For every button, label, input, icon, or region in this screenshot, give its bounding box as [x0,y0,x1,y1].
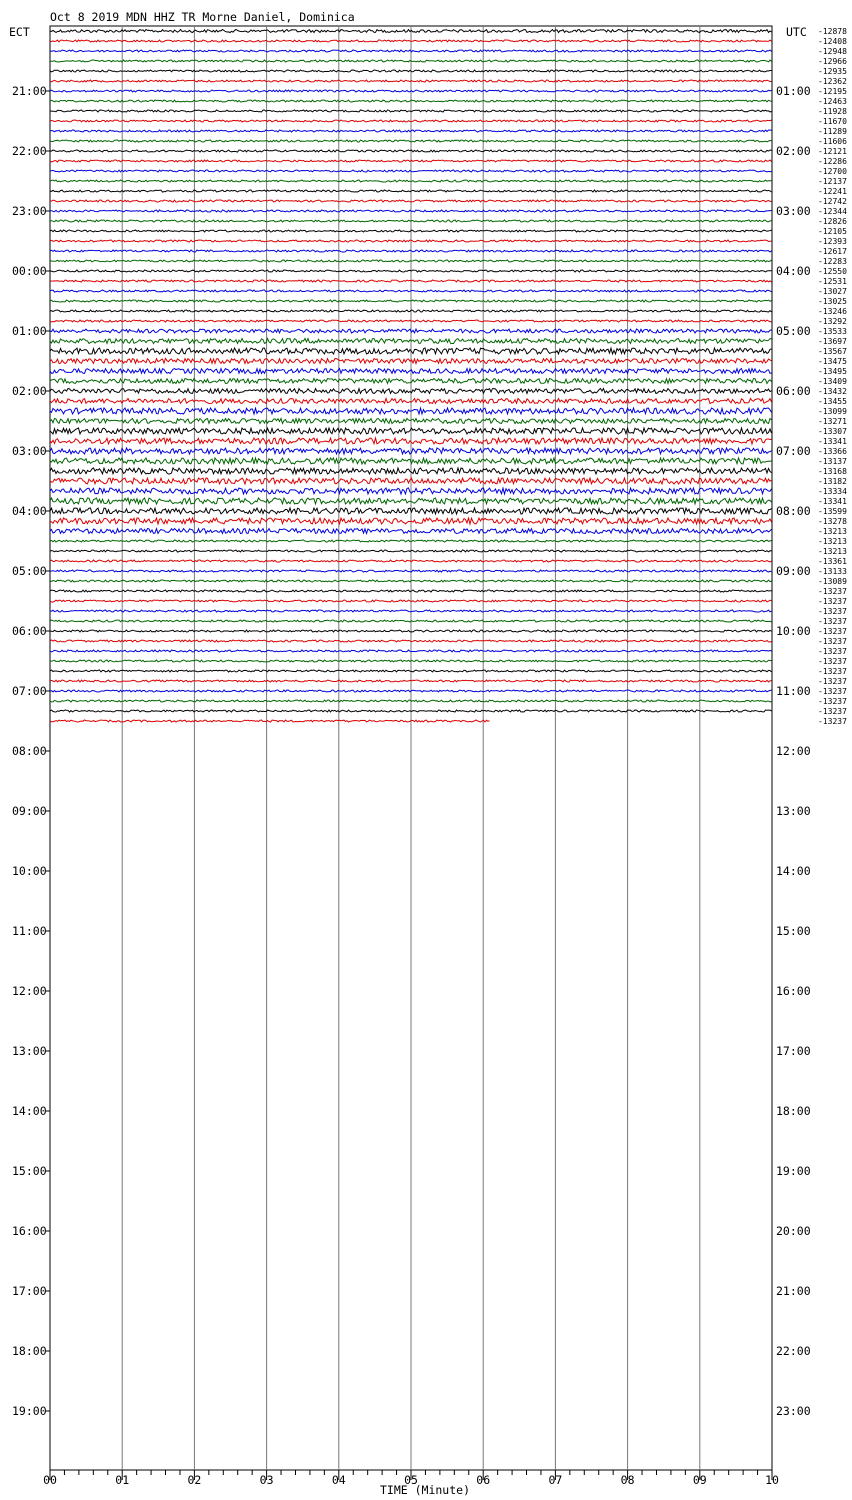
trace-offset-label: -13213 [818,547,847,556]
utc-hour-label: 23:00 [776,1404,811,1418]
trace-offset-label: -12531 [818,277,847,286]
trace-offset-label: -12362 [818,77,847,86]
ect-hour-label: 10:00 [12,864,47,878]
trace-offset-label: -13237 [818,717,847,726]
utc-hour-label: 02:00 [776,144,811,158]
trace-offset-label: -13237 [818,687,847,696]
x-tick-label: 07 [548,1473,563,1487]
utc-hour-label: 20:00 [776,1224,811,1238]
trace-offset-label: -13237 [818,627,847,636]
trace-offset-label: -11928 [818,107,847,116]
trace-offset-label: -12826 [818,217,847,226]
trace-offset-label: -13237 [818,617,847,626]
trace-offset-label: -11670 [818,117,847,126]
trace-offset-label: -12742 [818,197,847,206]
trace-offset-label: -13292 [818,317,847,326]
trace-offset-label: -13213 [818,527,847,536]
x-axis-label: TIME (Minute) [379,1483,471,1497]
x-tick-label: 01 [115,1473,130,1487]
trace-offset-label: -12344 [818,207,847,216]
ect-hour-label: 11:00 [12,924,47,938]
x-tick-label: 09 [692,1473,707,1487]
trace-offset-label: -13237 [818,587,847,596]
ect-hour-label: 16:00 [12,1224,47,1238]
utc-hour-label: 17:00 [776,1044,811,1058]
ect-hour-label: 05:00 [12,564,47,578]
trace-offset-label: -12550 [818,267,847,276]
trace-offset-label: -13237 [818,667,847,676]
trace-offset-label: -12121 [818,147,847,156]
utc-hour-label: 08:00 [776,504,811,518]
ect-hour-label: 03:00 [12,444,47,458]
ect-hour-label: 12:00 [12,984,47,998]
x-tick-label: 05 [404,1473,418,1487]
trace-offset-label: -13341 [818,437,847,446]
x-tick-label: 03 [259,1473,274,1487]
trace-offset-label: -13361 [818,557,847,566]
chart-title: Oct 8 2019 MDN HHZ TR Morne Daniel, Dominica [50,10,355,24]
trace-offset-label: -13341 [818,497,847,506]
trace-offset-label: -13697 [818,337,847,346]
ect-hour-label: 23:00 [12,204,47,218]
trace-offset-label: -13599 [818,507,847,516]
ect-hour-label: 06:00 [12,624,47,638]
utc-hour-label: 11:00 [776,684,811,698]
trace-offset-label: -13237 [818,677,847,686]
trace-offset-label: -12948 [818,47,847,56]
ect-hour-label: 00:00 [12,264,47,278]
trace-offset-label: -12463 [818,97,847,106]
trace-offset-label: -12286 [818,157,847,166]
trace-offset-label: -13168 [818,467,847,476]
trace-offset-label: -13271 [818,417,847,426]
utc-hour-label: 12:00 [776,744,811,758]
trace-offset-label: -13495 [818,367,847,376]
trace-offset-label: -13567 [818,347,847,356]
seismic-trace [50,50,772,52]
utc-hour-label: 01:00 [776,84,811,98]
trace-offset-label: -12241 [818,187,847,196]
x-tick-label: 06 [476,1473,491,1487]
trace-offset-label: -13278 [818,517,847,526]
trace-offset-label: -12105 [818,227,847,236]
trace-offset-label: -13133 [818,567,847,576]
utc-hour-label: 10:00 [776,624,811,638]
ect-hour-label: 22:00 [12,144,47,158]
x-tick-label: 10 [765,1473,779,1487]
utc-hour-label: 18:00 [776,1104,811,1118]
trace-offset-label: -13137 [818,457,847,466]
ect-hour-label: 13:00 [12,1044,47,1058]
trace-offset-label: -13089 [818,577,847,586]
ect-hour-label: 17:00 [12,1284,47,1298]
utc-hour-label: 22:00 [776,1344,811,1358]
trace-offset-label: -13475 [818,357,847,366]
x-tick-label: 04 [331,1473,346,1487]
ect-hour-label: 02:00 [12,384,47,398]
utc-hour-label: 04:00 [776,264,811,278]
trace-offset-label: -13246 [818,307,847,316]
utc-hour-label: 07:00 [776,444,811,458]
trace-offset-label: -13099 [818,407,847,416]
ect-hour-label: 19:00 [12,1404,47,1418]
trace-offset-label: -13455 [818,397,847,406]
trace-offset-label: -12935 [818,67,847,76]
trace-offset-label: -12617 [818,247,847,256]
trace-offset-label: -13027 [818,287,847,296]
trace-offset-label: -13025 [818,297,847,306]
x-tick-label: 08 [620,1473,635,1487]
trace-offset-label: -13237 [818,637,847,646]
utc-hour-label: 03:00 [776,204,811,218]
trace-offset-label: -13237 [818,657,847,666]
utc-hour-label: 16:00 [776,984,811,998]
utc-hour-label: 15:00 [776,924,811,938]
trace-offset-label: -13307 [818,427,847,436]
trace-offset-label: -12878 [818,27,847,36]
trace-offset-label: -13533 [818,327,847,336]
ect-hour-label: 15:00 [12,1164,47,1178]
trace-offset-label: -12137 [818,177,847,186]
trace-offset-label: -13182 [818,477,847,486]
trace-offset-label: -12700 [818,167,847,176]
trace-offset-label: -13237 [818,707,847,716]
trace-offset-label: -13237 [818,697,847,706]
utc-hour-label: 19:00 [776,1164,811,1178]
trace-offset-label: -13237 [818,647,847,656]
utc-hour-label: 13:00 [776,804,811,818]
ect-hour-label: 14:00 [12,1104,47,1118]
x-tick-label: 00 [43,1473,57,1487]
ect-hour-label: 18:00 [12,1344,47,1358]
trace-offset-label: -12408 [818,37,847,46]
ect-hour-label: 01:00 [12,324,47,338]
utc-hour-label: 21:00 [776,1284,811,1298]
seismic-trace [50,720,490,722]
trace-offset-label: -11606 [818,137,847,146]
trace-offset-label: -13237 [818,597,847,606]
trace-offset-label: -13237 [818,607,847,616]
trace-offset-label: -12966 [818,57,847,66]
trace-offset-label: -12283 [818,257,847,266]
utc-hour-label: 06:00 [776,384,811,398]
utc-hour-label: 05:00 [776,324,811,338]
ect-hour-label: 09:00 [12,804,47,818]
trace-offset-label: -13409 [818,377,847,386]
ect-hour-label: 08:00 [12,744,47,758]
left-timezone-label: ECT [9,25,30,39]
trace-offset-label: -12393 [818,237,847,246]
ect-hour-label: 07:00 [12,684,47,698]
ect-hour-label: 04:00 [12,504,47,518]
trace-offset-label: -11289 [818,127,847,136]
trace-offset-label: -13334 [818,487,847,496]
ect-hour-label: 21:00 [12,84,47,98]
trace-offset-label: -12195 [818,87,847,96]
utc-hour-label: 14:00 [776,864,811,878]
utc-hour-label: 09:00 [776,564,811,578]
x-tick-label: 02 [187,1473,202,1487]
right-timezone-label: UTC [786,25,807,39]
trace-offset-label: -13213 [818,537,847,546]
trace-offset-label: -13366 [818,447,847,456]
trace-offset-label: -13432 [818,387,847,396]
